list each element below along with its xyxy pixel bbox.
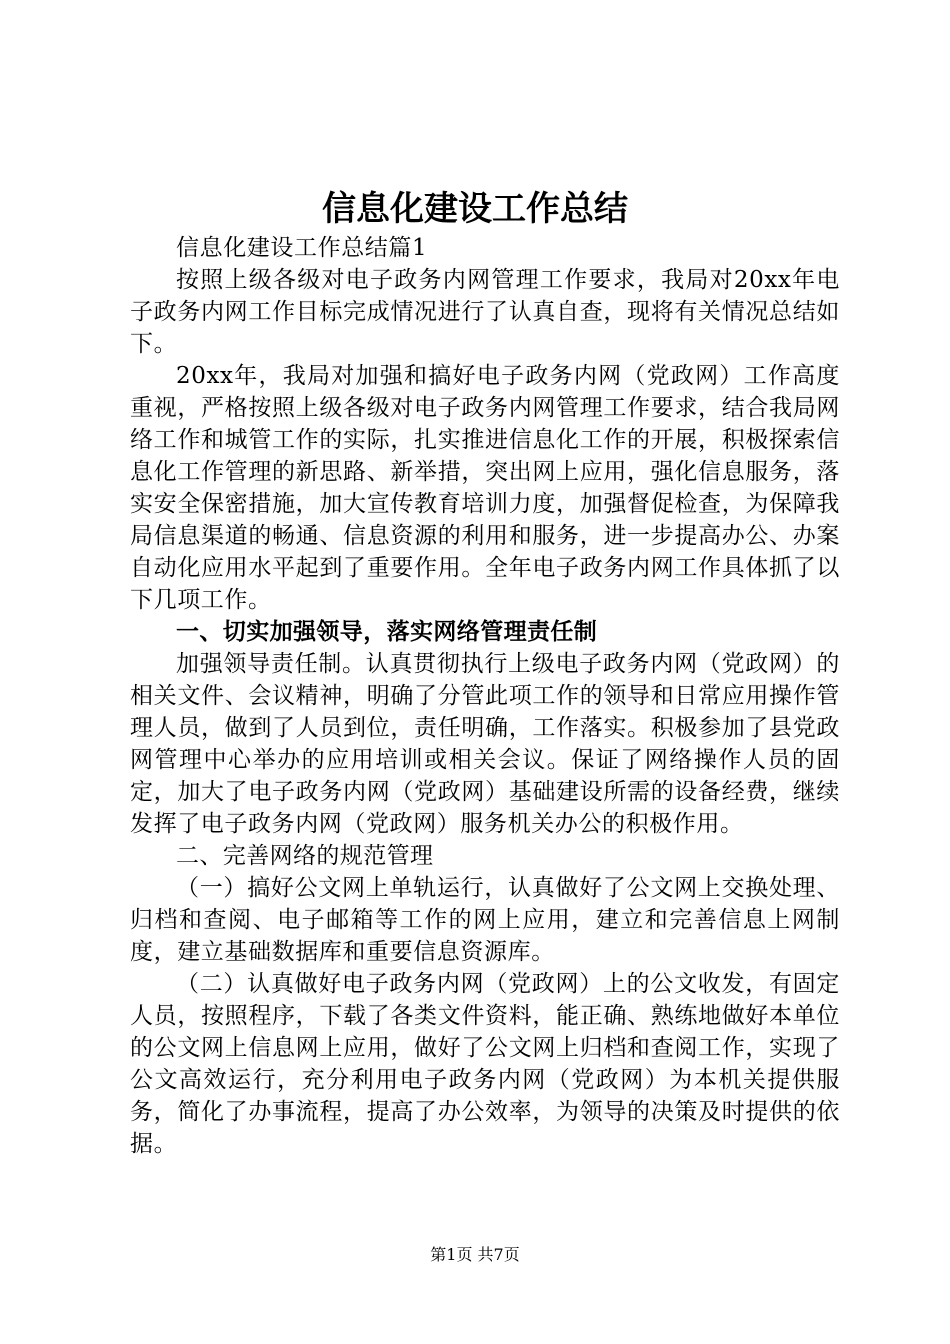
section-heading-2: 二、完善网络的规范管理 <box>176 843 434 869</box>
document-subtitle: 信息化建设工作总结篇1 <box>176 235 428 261</box>
document-title: 信息化建设工作总结 <box>322 189 628 229</box>
paragraph-intro: 按照上级各级对电子政务内网管理工作要求，我局对20xx年电子政务内网工作目标完成情况进行了认真自查，现将有关情况总结如下。 <box>130 267 840 357</box>
paragraph-section2-item1: （一）搞好公文网上单轨运行，认真做好了公文网上交换处理、归档和查阅、电子邮箱等工作的网上应用，建立和完善信息上网制度，建立基础数据库和重要信息资源库。 <box>130 875 840 965</box>
page-footer: 第1页 共7页 <box>430 1245 520 1264</box>
section-heading-1: 一、切实加强领导，落实网络管理责任制 <box>176 619 598 645</box>
paragraph-section2-item2: （二）认真做好电子政务内网（党政网）上的公文收发，有固定人员，按照程序，下载了各类文件资料，能正确、熟练地做好本单位的公文网上信息网上应用，做好了公文网上归档和查阅工作，实现了公文高效运行，充分利用电子政务内网（党政网）为本机关提供服务，简化了办事流程，提高了办公效率，为领导的决策及时提供的依据。 <box>130 971 840 1157</box>
paragraph-section1: 加强领导责任制。认真贯彻执行上级电子政务内网（党政网）的相关文件、会议精神，明确了分管此项工作的领导和日常应用操作管理人员，做到了人员到位，责任明确，工作落实。积极参加了县党政网管理中心举办的应用培训或相关会议。保证了网络操作人员的固定，加大了电子政务内网（党政网）基础建设所需的设备经费，继续发挥了电子政务内网（党政网）服务机关办公的积极作用。 <box>130 651 840 837</box>
paragraph-overview: 20xx年，我局对加强和搞好电子政务内网（党政网）工作高度重视，严格按照上级各级对电子政务内网管理工作要求，结合我局网络工作和城管工作的实际，扎实推进信息化工作的开展，积极探索信息化工作管理的新思路、新举措，突出网上应用，强化信息服务，落实安全保密措施，加大宣传教育培训力度，加强督促检查，为保障我局信息渠道的畅通、信息资源的利用和服务，进一步提高办公、办案自动化应用水平起到了重要作用。全年电子政务内网工作具体抓了以下几项工作。 <box>130 363 840 613</box>
document-body <box>130 232 840 1160</box>
